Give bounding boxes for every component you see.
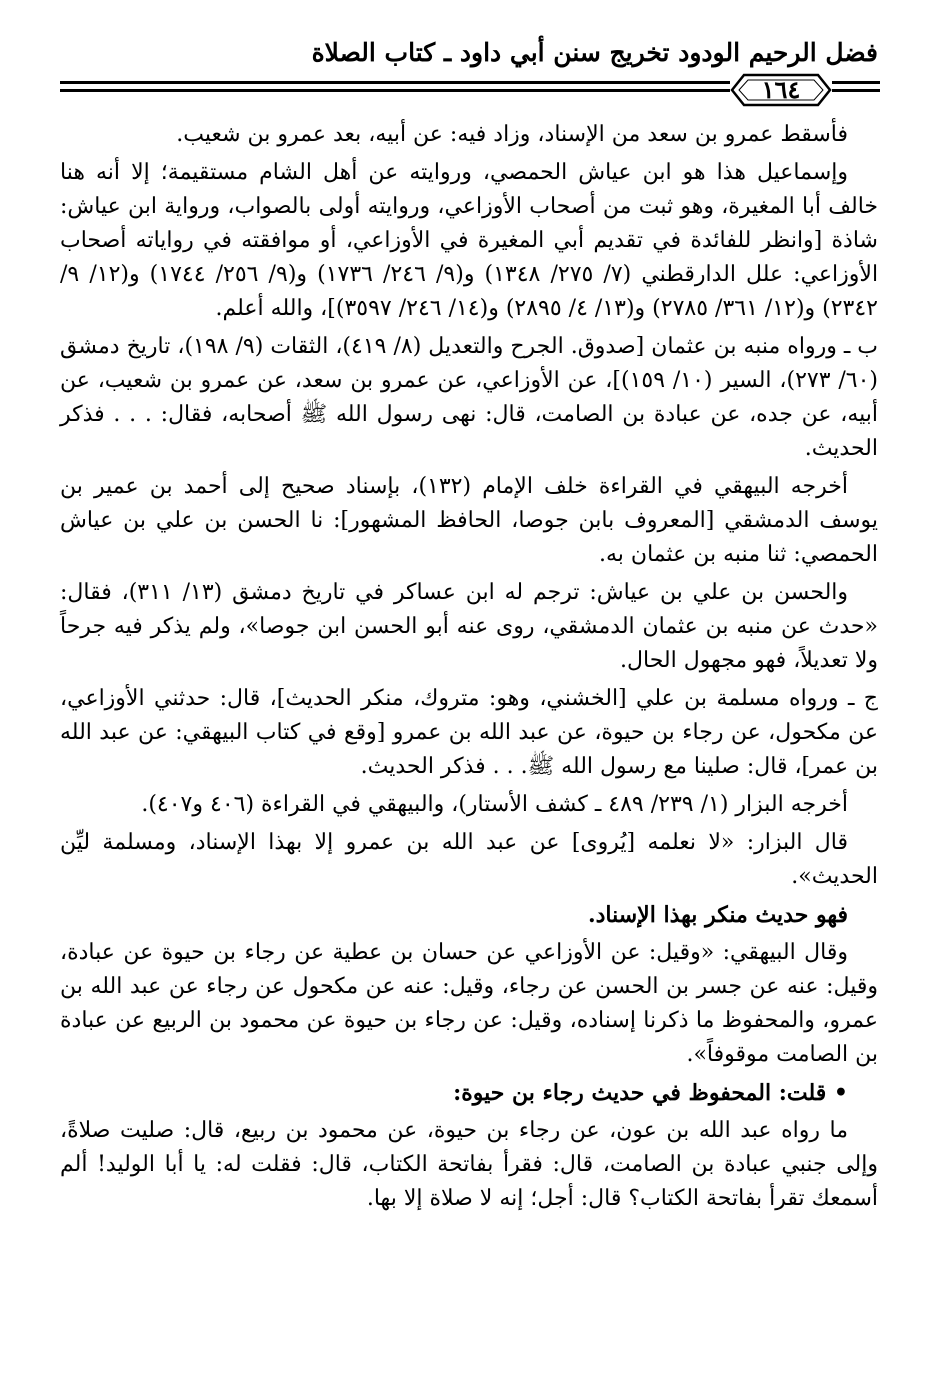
paragraph: قال البزار: «لا نعلمه [يُروى] عن عبد الله بن عمرو إلا بهذا الإسناد، ومسلمة ليِّن الحديث».	[60, 830, 878, 889]
page-number-badge	[730, 72, 832, 108]
page-number: ١٦٤	[761, 75, 801, 104]
paragraph: ما رواه عبد الله بن عون، عن رجاء بن حيوة، عن محمود بن ربيع، قال: صليت صلاةً، وإلى جنبي عبادة بن الصامت، قال: فقرأ بفاتحة الكتاب، قال: فقلت له: يا أبا الوليد! ألم أسمعك تقرأ بفاتحة الكتاب؟ قال: أجل؛ إنه لا صلاة إلا بها.	[60, 1118, 878, 1211]
paragraph: أخرجه البزار (١/ ٢٣٩/ ٤٨٩ ـ كشف الأستار)، والبيهقي في القراءة (٤٠٦ و٤٠٧).	[141, 792, 848, 817]
paragraph: والحسن بن علي بن عياش: ترجم له ابن عساكر في تاريخ دمشق (١٣/ ٣١١)، فقال: «حدث عن منبه بن عثمان الدمشقي، روى عنه أبو الحسن ابن جوصا»، ولم يذكر فيه جرحاً ولا تعديلاً، فهو مجهول الحال.	[60, 580, 878, 673]
header-rule-right	[832, 75, 880, 103]
paragraph: ج ـ ورواه مسلمة بن علي [الخشني، وهو: متروك، منكر الحديث]، قال: حدثني الأوزاعي، عن مكحول، عن رجاء بن حيوة، عن عبد الله بن عمرو [وقع في كتاب البيهقي: عن عبد الله بن عمر]، قال: صلينا مع رسول الله ﷺ. . . فذكر الحديث.	[60, 686, 878, 779]
body-text	[60, 118, 878, 1220]
paragraph: وقال البيهقي: «وقيل: عن الأوزاعي عن حسان بن عطية عن رجاء بن حيوة عن عبادة، وقيل: عنه عن جسر بن الحسن عن رجاء، وقيل: عنه عن مكحول عن رجاء عن عبد الله بن عمرو، والمحفوظ ما ذكرنا إسناده، وقيل: عن رجاء بن حيوة عن محمود بن الربيع عن عبادة بن الصامت موقوفاً».	[60, 940, 878, 1067]
paragraph-qultu: • قلت: المحفوظ في حديث رجاء بن حيوة:	[453, 1080, 848, 1106]
header-rule-left	[60, 75, 730, 103]
paragraph: وإسماعيل هذا هو ابن عياش الحمصي، وروايته عن أهل الشام مستقيمة؛ إلا أنه هنا خالف أبا المغيرة، وهو ثبت من أصحاب الأوزاعي، وروايته أولى بالصواب، ورواية ابن عياش: شاذة [وانظر للفائدة في تقديم أبي المغيرة في الأوزاعي، أو موافقته في رواياته أصحاب الأوزاعي: علل الدارقطني (٧/ ٢٧٥/ ١٣٤٨) و(٩/ ٢٤٦/ ١٧٣٦) و(٩/ ٢٥٦/ ١٧٤٤) و(١٢/ ٩/ ٢٣٤٢) و(١٢/ ٣٦١/ ٢٧٨٥) و(١٣/ ٤/ ٢٨٩٥) و(١٤/ ٢٤٦/ ٣٥٩٧)]، والله أعلم.	[60, 160, 879, 321]
paragraph-conclusion: فهو حديث منكر بهذا الإسناد.	[587, 902, 848, 928]
paragraph: أخرجه البيهقي في القراءة خلف الإمام (١٣٢)، بإسناد صحيح إلى أحمد بن عمير بن يوسف الدمشقي [المعروف بابن جوصا، الحافظ المشهور]: نا الحسن بن علي بن عياش الحمصي: ثنا منبه بن عثمان به.	[60, 474, 878, 567]
paragraph: ب ـ ورواه منبه بن عثمان [صدوق. الجرح والتعديل (٨/ ٤١٩)، الثقات (٩/ ١٩٨)، تاريخ دمشق (٦٠/ ٢٧٣)، السير (١٠/ ١٥٩)]، عن الأوزاعي، عن عمرو بن سعد، عن عمرو بن شعيب، عن أبيه، عن جده، عن عبادة بن الصامت، قال: نهى رسول الله ﷺ أصحابه، فقال: . . . فذكر الحديث.	[60, 334, 878, 461]
running-title: فضل الرحيم الودود تخريج سنن أبي داود ـ كتاب الصلاة	[311, 38, 878, 67]
paragraph: فأسقط عمرو بن سعد من الإسناد، وزاد فيه: عن أبيه، بعد عمرو بن شعيب.	[176, 122, 848, 147]
